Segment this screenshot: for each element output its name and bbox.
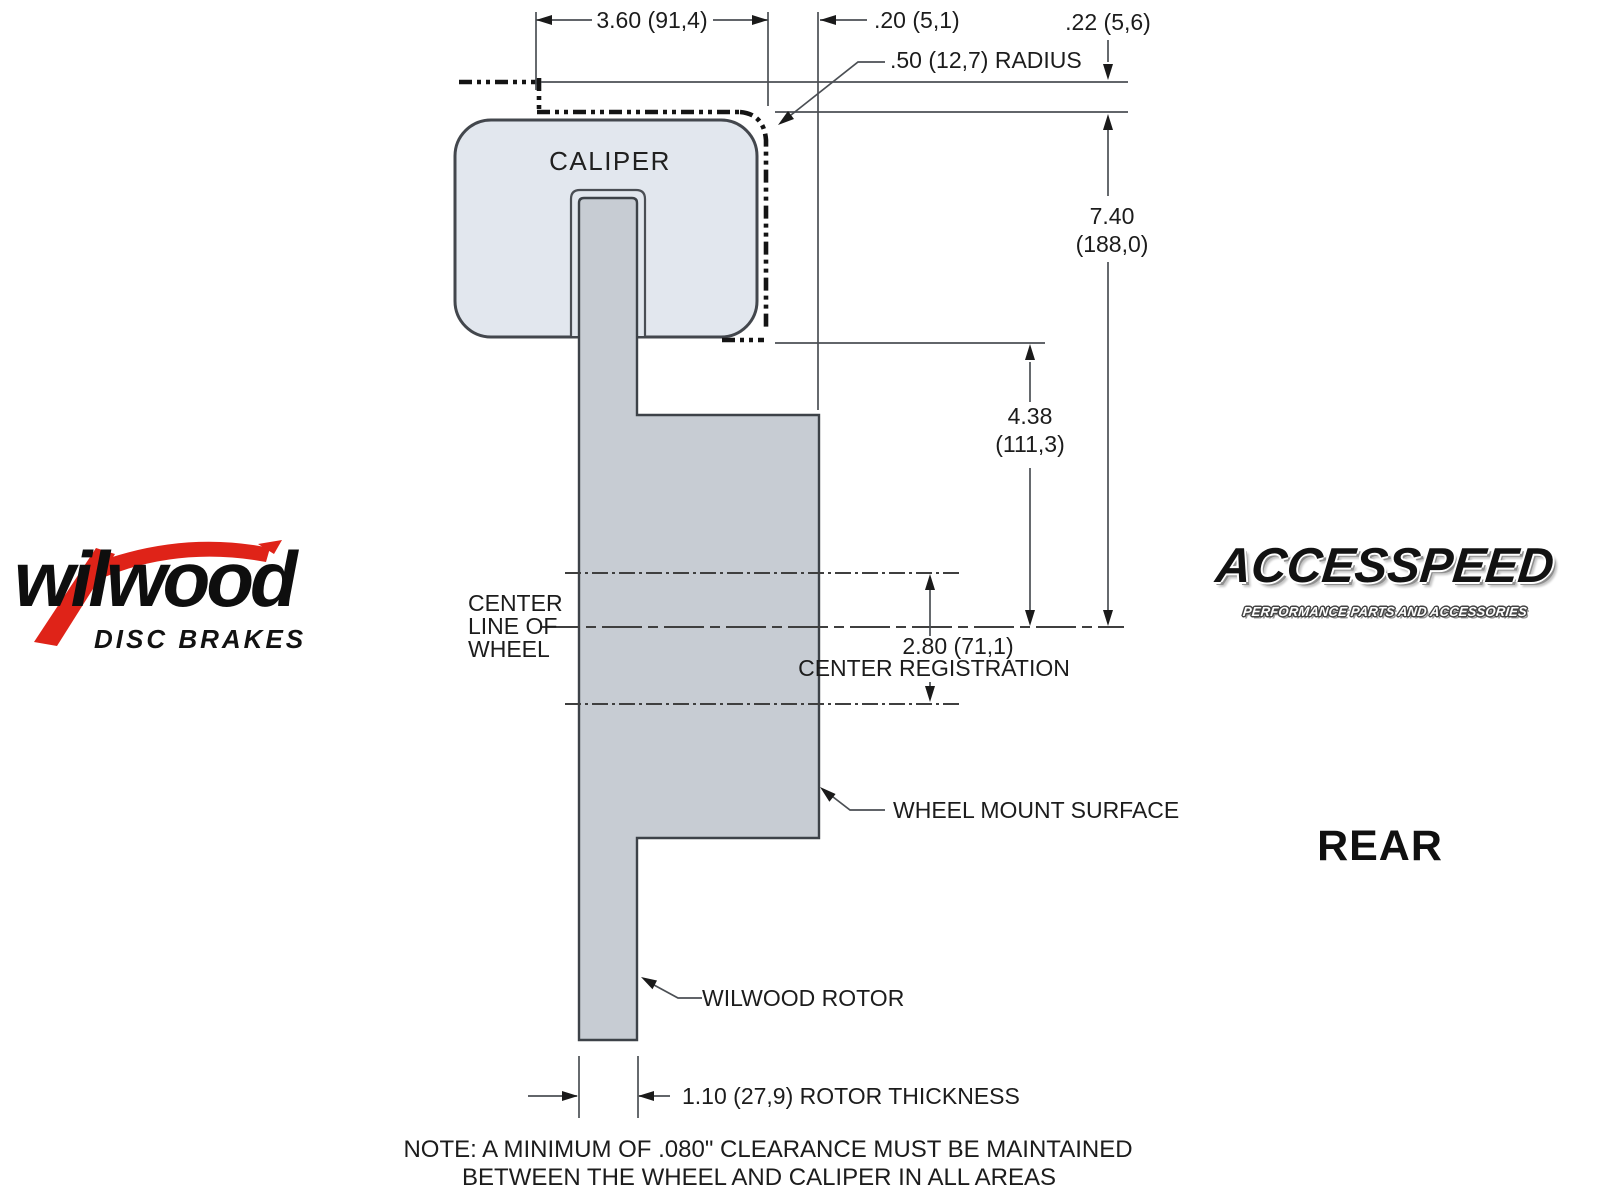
arrowhead-020 <box>820 15 836 25</box>
rotor-thickness-label: 1.10 (27,9) ROTOR THICKNESS <box>682 1083 1020 1109</box>
arrowhead-radius-leader <box>778 111 794 125</box>
leader-rotor <box>654 985 702 998</box>
arrowhead-740-down <box>1103 610 1113 626</box>
view-label-rear: REAR <box>1317 822 1443 870</box>
arrowhead-360-left <box>536 15 552 25</box>
arrowhead-110-left <box>562 1091 578 1101</box>
arrowhead-438-up <box>1025 344 1035 360</box>
dim-text-side-clearance: .20 (5,1) <box>874 7 960 33</box>
centerline-label-line2: LINE OF <box>468 613 558 639</box>
accesspeed-logo <box>1190 540 1580 619</box>
caliper-label: CALIPER <box>549 146 671 176</box>
dim-text-caliper-width: 3.60 (91,4) <box>596 7 708 33</box>
centerline-label-line1: CENTER <box>468 590 563 616</box>
center-registration-label: CENTER REGISTRATION <box>798 655 1070 681</box>
dim-text-mount-height-in: 4.38 <box>1007 403 1053 429</box>
wilwood-rotor-label: WILWOOD ROTOR <box>702 985 905 1011</box>
clearance-note-line2: BETWEEN THE WHEEL AND CALIPER IN ALL AREAS <box>462 1164 1056 1191</box>
clearance-note-line1: NOTE: A MINIMUM OF .080" CLEARANCE MUST BE MAINTAINED <box>403 1136 1133 1163</box>
arrowhead-wheel-mount-leader <box>820 787 836 802</box>
dim-text-overall-height-in: 7.40 <box>1089 203 1135 229</box>
wheel-mount-surface-label: WHEEL MOUNT SURFACE <box>893 797 1180 823</box>
leader-radius <box>791 62 885 115</box>
arrowhead-740-up <box>1103 114 1113 130</box>
dim-text-top-clearance: .22 (5,6) <box>1065 9 1151 35</box>
arrowhead-110-right <box>638 1091 654 1101</box>
arrowhead-360-right <box>752 15 768 25</box>
arrowhead-280-down <box>925 686 935 702</box>
center-registration-value: 2.80 (71,1) <box>902 633 1014 659</box>
accesspeed-tagline: PERFORMANCE PARTS AND ACCESSORIES <box>1242 603 1528 619</box>
dim-text-mount-height-mm: (111,3) <box>995 431 1065 457</box>
dim-text-overall-height-mm: (188,0) <box>1075 231 1149 257</box>
wilwood-logo <box>12 518 324 668</box>
wilwood-script-wordmark: wilwood <box>14 535 294 623</box>
arrowhead-rotor-leader <box>641 977 657 989</box>
accesspeed-wordmark: ACCESSPEED <box>1213 539 1557 593</box>
dim-text-radius: .50 (12,7) RADIUS <box>890 47 1082 73</box>
arrowhead-438-down <box>1025 610 1035 626</box>
arrowhead-280-up <box>925 574 935 590</box>
centerline-label-line3: WHEEL <box>468 636 550 662</box>
wilwood-tagline: DISC BRAKES <box>94 624 307 654</box>
arrowhead-022-down <box>1103 64 1113 80</box>
